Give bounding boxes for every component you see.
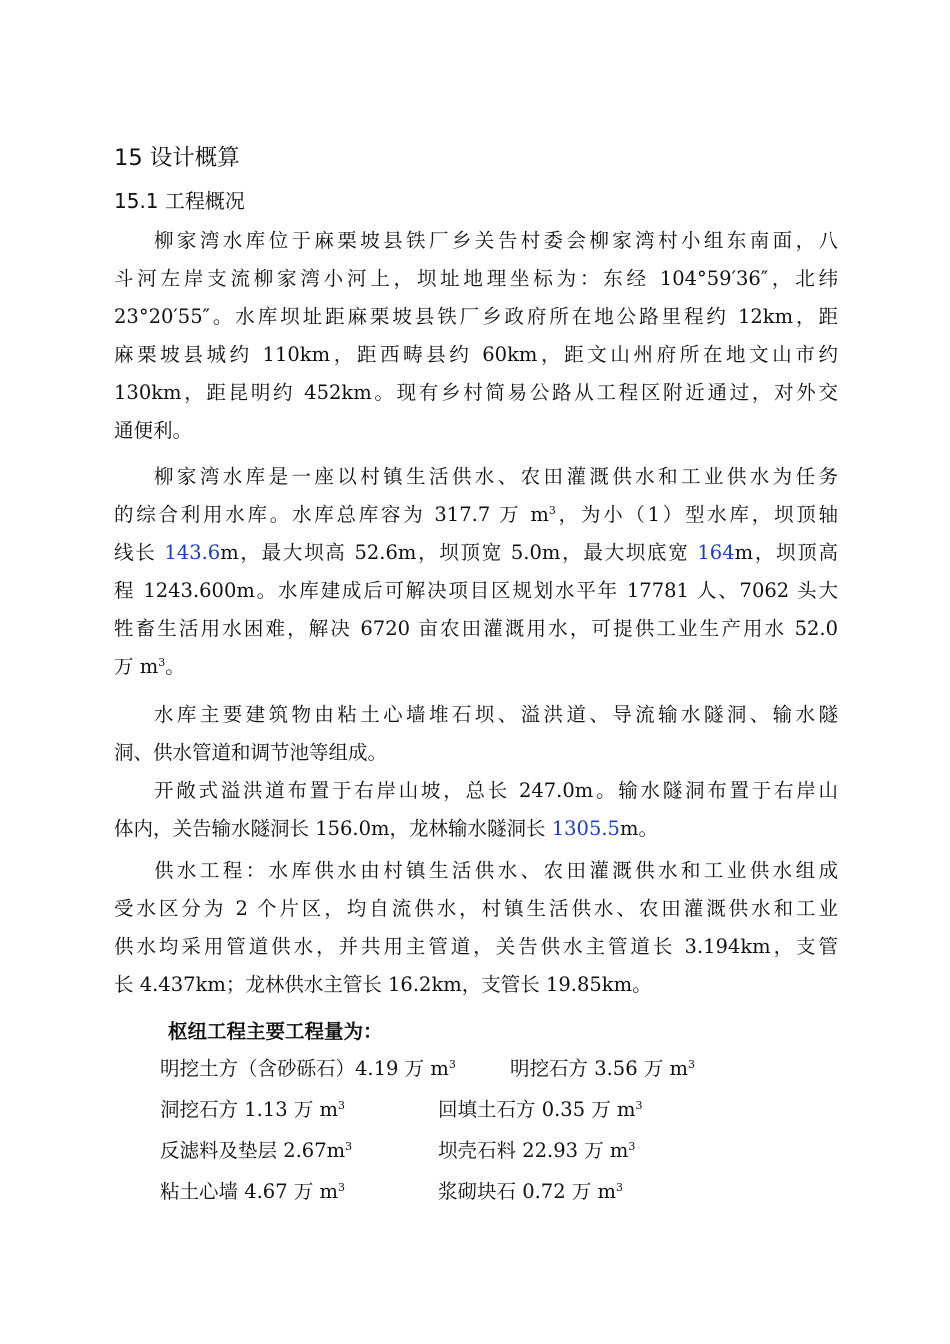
- quantity-item: [510, 1050, 695, 1088]
- highlighted-value: 1305.5: [551, 817, 620, 840]
- quantity-text: 反滤料及垫层 2.67m: [160, 1139, 346, 1162]
- quantity-item: [438, 1173, 623, 1211]
- superscript: 3: [616, 1181, 624, 1194]
- text-line: 水库主要建筑物由粘土心墙堆石坝、溢洪道、导流输水隧洞、输水隧: [154, 703, 838, 726]
- superscript: 3: [338, 1099, 346, 1112]
- text-line: 23°20′55″。水库坝址距麻栗坡县铁厂乡政府所在地公路里程约 12km，距: [114, 305, 838, 328]
- superscript: 3: [628, 1140, 636, 1153]
- text-segment: m，坝顶高: [734, 541, 839, 564]
- superscript: 3: [158, 656, 166, 669]
- text-segment: 体内，关告输水隧洞长 156.0m，龙林输水隧洞长: [114, 817, 552, 840]
- quantity-text: 粘土心墙 4.67 万 m: [160, 1180, 339, 1203]
- superscript: 3: [548, 504, 556, 517]
- quantity-text: 浆砌块石 0.72 万 m: [438, 1180, 617, 1203]
- paragraph-water-supply: [114, 852, 838, 1004]
- text-line: 柳家湾水库位于麻栗坡县铁厂乡关告村委会柳家湾村小组东南面，八: [154, 229, 838, 252]
- text-line: 通便利。: [114, 419, 193, 442]
- quantity-item: [160, 1050, 456, 1088]
- text-line: 牲畜生活用水困难，解决 6720 亩农田灌溉用水，可提供工业生产用水 52.0: [114, 617, 838, 640]
- quantities-title: 枢纽工程主要工程量为：: [168, 1020, 383, 1043]
- section-heading: 15 设计概算: [114, 145, 240, 171]
- superscript: 3: [338, 1181, 346, 1194]
- superscript: 3: [448, 1058, 456, 1071]
- text-segment: m，最大坝高 52.6m，坝顶宽 5.0m，最大坝底宽: [220, 541, 698, 564]
- text-segment: 线长: [114, 541, 165, 564]
- quantity-item: [160, 1132, 352, 1170]
- highlighted-value: 143.6: [164, 541, 221, 564]
- text-line: 斗河左岸支流柳家湾小河上，坝址地理坐标为：东经 104°59′36″，北纬: [114, 267, 838, 290]
- text-line: [114, 810, 838, 848]
- quantity-text: 回填土石方 0.35 万 m: [438, 1098, 636, 1121]
- text-line: 开敞式溢洪道布置于右岸山坡，总长 247.0m。输水隧洞布置于右岸山: [154, 779, 838, 802]
- quantity-item: [438, 1091, 643, 1129]
- paragraph-structures: [114, 696, 838, 772]
- text-line: 长 4.437km；龙林供水主管长 16.2km，支管长 19.85km。: [114, 973, 652, 996]
- text-line: 程 1243.600m。水库建成后可解决项目区规划水平年 17781 人、7062 头大: [114, 579, 838, 602]
- superscript: 3: [688, 1058, 696, 1071]
- text-segment: m。: [619, 817, 658, 840]
- quantity-text: 明挖土方（含砂砾石）4.19 万 m: [160, 1057, 449, 1080]
- text-line: 受水区分为 2 个片区，均自流供水，村镇生活供水、农田灌溉供水和工业: [114, 897, 838, 920]
- text-segment: 。: [165, 655, 185, 678]
- highlighted-value: 164: [697, 541, 735, 564]
- quantity-text: 洞挖石方 1.13 万 m: [160, 1098, 339, 1121]
- text-segment: ，为小（1）型水库，坝顶轴: [555, 503, 838, 526]
- quantity-item: [160, 1173, 345, 1211]
- quantity-text: 明挖石方 3.56 万 m: [510, 1057, 689, 1080]
- text-line: [114, 534, 838, 572]
- text-line: 洞、供水管道和调节池等组成。: [114, 741, 388, 764]
- text-line: 130km，距昆明约 452km。现有乡村简易公路从工程区附近通过，对外交: [114, 381, 838, 404]
- subsection-heading: 15.1 工程概况: [114, 189, 245, 213]
- text-segment: 的综合利用水库。水库总库容为 317.7 万 m: [114, 503, 549, 526]
- text-line: 供水均采用管道供水，并共用主管道，关告供水主管道长 3.194km，支管: [114, 935, 838, 958]
- text-line: [114, 648, 838, 686]
- quantity-item: [438, 1132, 635, 1170]
- paragraph-spillway: [114, 772, 838, 848]
- text-line: 柳家湾水库是一座以村镇生活供水、农田灌溉供水和工业供水为任务: [154, 465, 838, 488]
- paragraph-reservoir: [114, 458, 838, 686]
- paragraph-location: [114, 222, 838, 450]
- text-line: [114, 496, 838, 534]
- text-line: 麻栗坡县城约 110km，距西畴县约 60km，距文山州府所在地文山市约: [114, 343, 838, 366]
- text-line: 供水工程：水库供水由村镇生活供水、农田灌溉供水和工业供水组成: [154, 859, 838, 882]
- superscript: 3: [635, 1099, 643, 1112]
- text-segment: 万 m: [114, 655, 159, 678]
- superscript: 3: [345, 1140, 353, 1153]
- quantity-item: [160, 1091, 345, 1129]
- quantity-text: 坝壳石料 22.93 万 m: [438, 1139, 629, 1162]
